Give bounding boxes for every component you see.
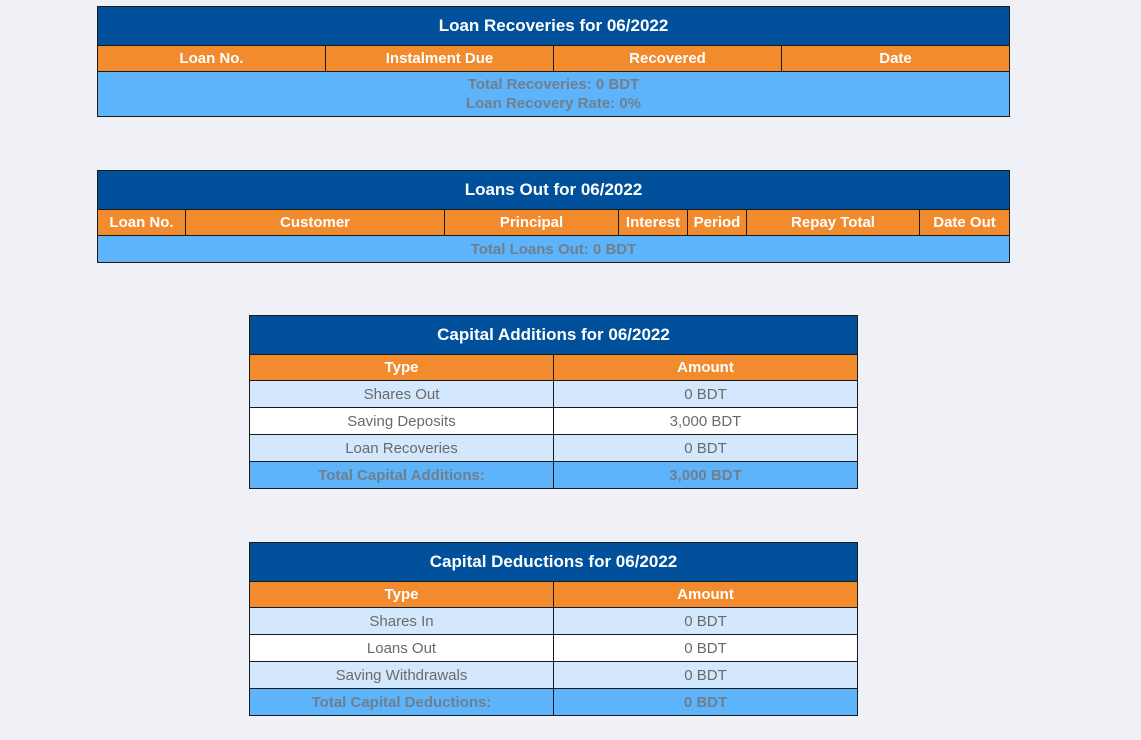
total-amount: 0 BDT [554, 689, 858, 716]
col-loan-no: Loan No. [98, 46, 326, 72]
total-row [250, 462, 858, 489]
table-row [250, 408, 858, 435]
total-recoveries-text: Total Recoveries: 0 BDT [467, 76, 640, 93]
row-amount: 3,000 BDT [554, 408, 858, 435]
col-date-out: Date Out [920, 210, 1010, 236]
col-interest: Interest [619, 210, 688, 236]
col-instalment-due: Instalment Due [326, 46, 554, 72]
row-type: Shares In [250, 608, 554, 635]
col-loan-no: Loan No. [98, 210, 186, 236]
row-amount: 0 BDT [554, 635, 858, 662]
col-principal: Principal [445, 210, 619, 236]
col-customer: Customer [186, 210, 445, 236]
col-repay-total: Repay Total [747, 210, 920, 236]
row-type: Loans Out [250, 635, 554, 662]
total-amount: 3,000 BDT [554, 462, 858, 489]
total-label: Total Capital Deductions: [250, 689, 554, 716]
row-type: Loan Recoveries [250, 435, 554, 462]
row-type: Saving Withdrawals [250, 662, 554, 689]
total-row [250, 689, 858, 716]
table-row [250, 635, 858, 662]
table-row [250, 662, 858, 689]
row-type: Shares Out [250, 381, 554, 408]
loans-out-table [97, 170, 1010, 263]
loan-recovery-rate-text: Loan Recovery Rate: 0% [465, 95, 642, 112]
col-date: Date [782, 46, 1010, 72]
loan-recoveries-table [97, 6, 1010, 117]
table-row [250, 608, 858, 635]
row-type: Saving Deposits [250, 408, 554, 435]
capital-additions-title: Capital Additions for 06/2022 [250, 316, 858, 355]
row-amount: 0 BDT [554, 662, 858, 689]
table-row [250, 435, 858, 462]
total-loans-out-text: Total Loans Out: 0 BDT [98, 236, 1010, 263]
loans-out-title: Loans Out for 06/2022 [98, 171, 1010, 210]
col-type: Type [250, 582, 554, 608]
row-amount: 0 BDT [554, 435, 858, 462]
col-recovered: Recovered [554, 46, 782, 72]
capital-deductions-title: Capital Deductions for 06/2022 [250, 543, 858, 582]
col-period: Period [688, 210, 747, 236]
capital-additions-table [249, 315, 858, 489]
col-type: Type [250, 355, 554, 381]
capital-deductions-table [249, 542, 858, 716]
table-row [250, 381, 858, 408]
row-amount: 0 BDT [554, 381, 858, 408]
row-amount: 0 BDT [554, 608, 858, 635]
total-label: Total Capital Additions: [250, 462, 554, 489]
loan-recoveries-summary [98, 72, 1010, 117]
col-amount: Amount [554, 355, 858, 381]
loan-recoveries-title: Loan Recoveries for 06/2022 [98, 7, 1010, 46]
col-amount: Amount [554, 582, 858, 608]
